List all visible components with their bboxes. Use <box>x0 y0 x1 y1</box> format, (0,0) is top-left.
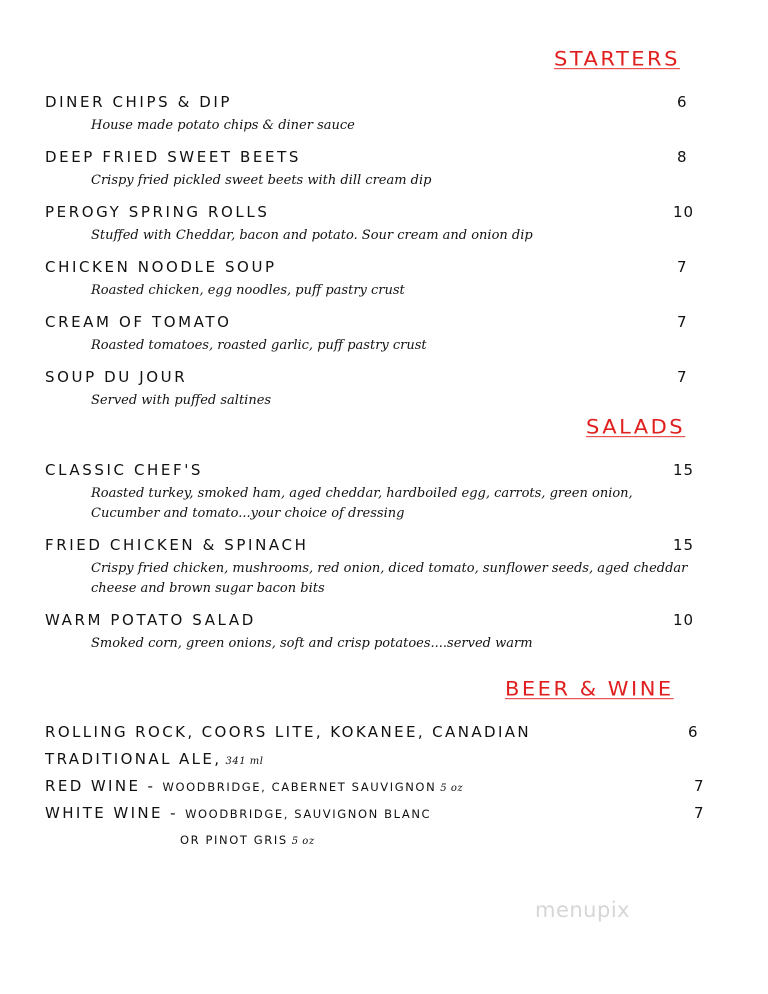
menu-item-price: 15 <box>673 536 695 554</box>
white-wine-size: 5 oz <box>291 836 315 847</box>
section-title-beer-wine: BEER & WINE <box>505 678 674 701</box>
menu-item-description: Smoked corn, green onions, soft and crisp potatoes....served warm <box>91 636 533 651</box>
white-wine-price: 7 <box>694 804 705 822</box>
beer-size: 341 ml <box>225 756 264 767</box>
red-wine-detail: WOODBRIDGE, CABERNET SAUVIGNON <box>162 780 437 794</box>
menu-item-name: SOUP DU JOUR <box>45 368 188 386</box>
menu-item-description: House made potato chips & diner sauce <box>91 118 355 133</box>
menu-item-price: 7 <box>677 313 688 331</box>
section-title-salads: SALADS <box>586 416 686 439</box>
menu-item-description: Roasted chicken, egg noodles, puff pastry crust <box>91 283 405 298</box>
menu-item-price: 10 <box>673 611 695 629</box>
white-wine-line <box>45 804 431 822</box>
red-wine-line <box>45 777 463 795</box>
menu-item-name: CREAM OF TOMATO <box>45 313 232 331</box>
red-wine-size: 5 oz <box>440 783 464 794</box>
menu-item-price: 15 <box>673 461 695 479</box>
menu-item-name: WARM POTATO SALAD <box>45 611 256 629</box>
menu-item-description: Stuffed with Cheddar, bacon and potato. Sour cream and onion dip <box>91 228 533 243</box>
beer-list-line: ROLLING ROCK, COORS LITE, KOKANEE, CANADIAN <box>45 723 532 741</box>
menu-item-name: CHICKEN NOODLE SOUP <box>45 258 277 276</box>
menu-item-name: PEROGY SPRING ROLLS <box>45 203 270 221</box>
menu-item-description: Served with puffed saltines <box>91 393 272 408</box>
watermark-logo: menupix <box>535 898 631 922</box>
menu-item-description: Roasted turkey, smoked ham, aged cheddar, hardboiled egg, carrots, green onion, <box>91 486 633 501</box>
menu-item-price: 6 <box>677 93 688 111</box>
menu-item-description: cheese and brown sugar bacon bits <box>91 581 325 596</box>
white-wine-alt: OR PINOT GRIS <box>180 833 288 847</box>
menu-item-description: Crispy fried pickled sweet beets with dill cream dip <box>91 173 432 188</box>
red-wine-label: RED WINE - <box>45 777 156 795</box>
menu-item-price: 10 <box>673 203 695 221</box>
red-wine-price: 7 <box>694 777 705 795</box>
beer-price: 6 <box>688 723 699 741</box>
menu-item-name: FRIED CHICKEN & SPINACH <box>45 536 309 554</box>
beer-name: TRADITIONAL ALE, <box>45 750 222 768</box>
menu-item-name: DEEP FRIED SWEET BEETS <box>45 148 301 166</box>
menu-item-name: DINER CHIPS & DIP <box>45 93 233 111</box>
menu-item-description: Roasted tomatoes, roasted garlic, puff pastry crust <box>91 338 427 353</box>
menu-item-price: 7 <box>677 368 688 386</box>
white-wine-line-2 <box>180 830 315 848</box>
menu-item-price: 7 <box>677 258 688 276</box>
menu-item-price: 8 <box>677 148 688 166</box>
white-wine-detail: WOODBRIDGE, SAUVIGNON BLANC <box>185 807 432 821</box>
section-title-starters: STARTERS <box>554 48 680 71</box>
white-wine-label: WHITE WINE - <box>45 804 178 822</box>
menu-item-description: Crispy fried chicken, mushrooms, red onion, diced tomato, sunflower seeds, aged cheddar <box>91 561 688 576</box>
beer-list-line-2 <box>45 750 263 768</box>
menu-item-name: CLASSIC CHEF'S <box>45 461 204 479</box>
menu-item-description: Cucumber and tomato...your choice of dressing <box>91 506 405 521</box>
